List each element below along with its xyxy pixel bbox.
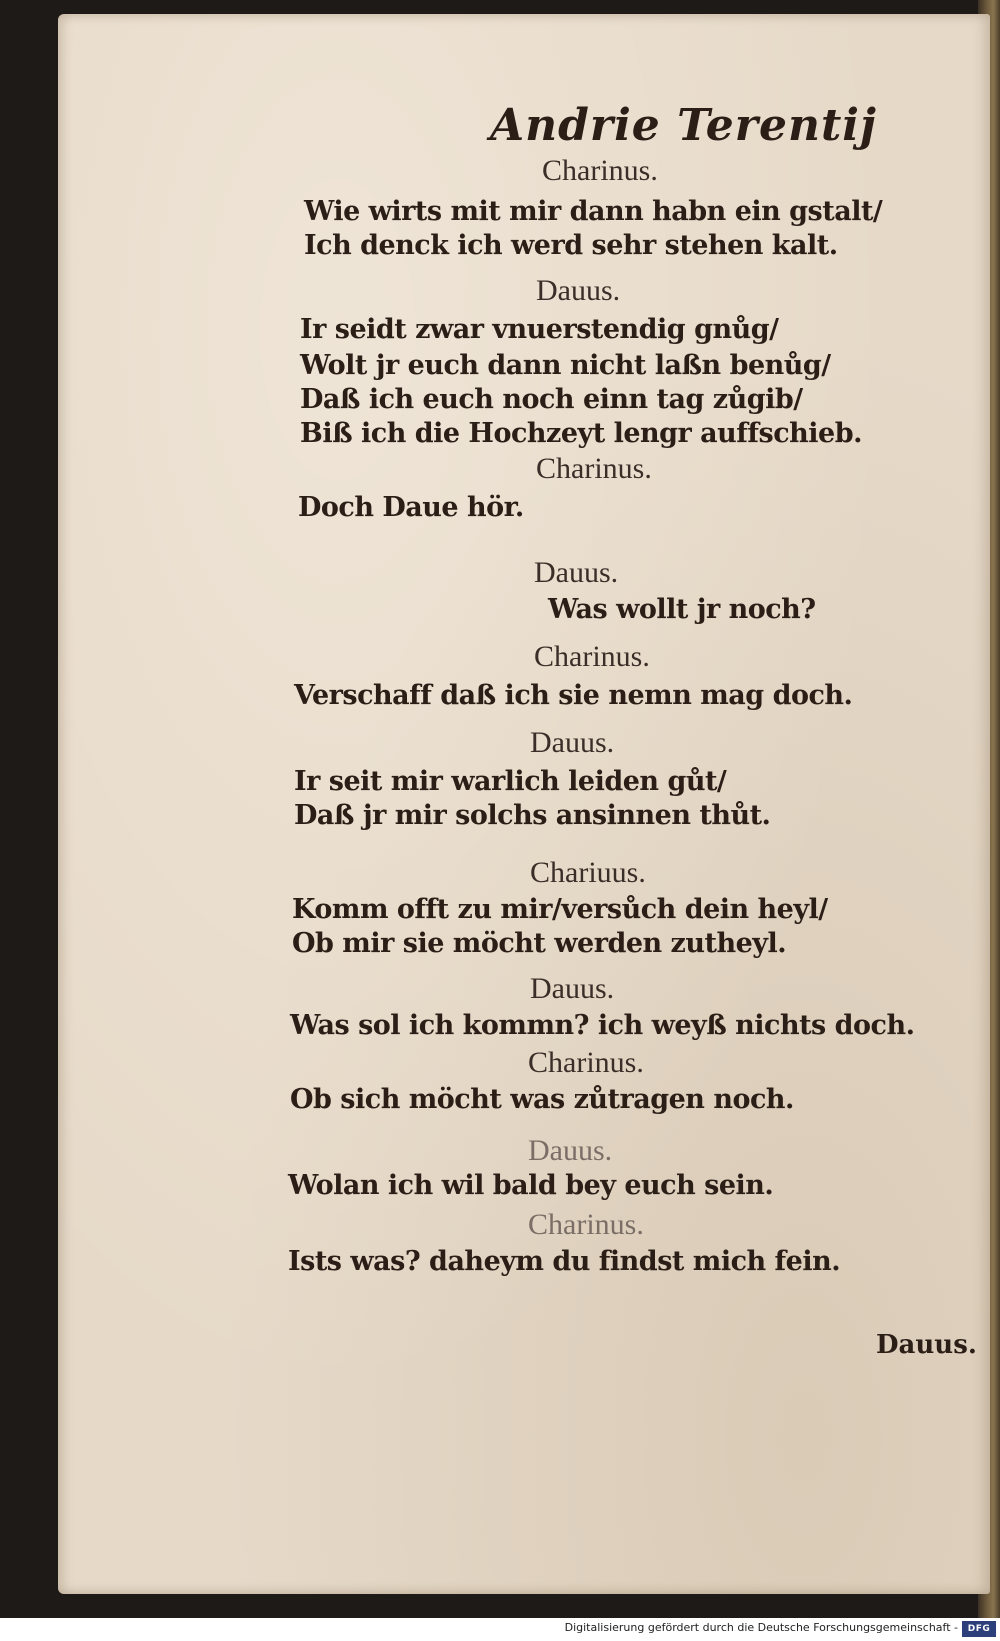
speaker-label: Charinus. xyxy=(528,1046,644,1079)
speaker-label: Dauus. xyxy=(534,556,619,589)
catchword: Dauus. xyxy=(876,1330,977,1360)
footer-bar xyxy=(0,1618,1000,1641)
verse-line: Ich denck ich werd sehr stehen kalt. xyxy=(304,230,838,261)
speaker-label: Charinus. xyxy=(542,154,658,187)
speaker-label: Dauus. xyxy=(528,1134,613,1167)
speaker-label: Dauus. xyxy=(530,972,615,1005)
verse-line: Verschaff daß ich sie nemn mag doch. xyxy=(294,680,853,711)
speaker-label: Charinus. xyxy=(534,640,650,673)
speaker-label: Chariuus. xyxy=(530,856,646,889)
speaker-label: Dauus. xyxy=(530,726,615,759)
verse-line: Wolan ich wil bald bey euch sein. xyxy=(288,1170,774,1201)
book-page xyxy=(58,14,990,1594)
verse-line: Was wollt jr noch? xyxy=(548,594,816,625)
verse-line: Ob sich möcht was zůtragen noch. xyxy=(290,1084,794,1115)
dfg-logo: DFG xyxy=(962,1621,996,1637)
verse-line: Ists was? daheym du findst mich fein. xyxy=(288,1246,841,1277)
verse-line: Daß ich euch noch einn tag zůgib/ xyxy=(300,384,803,415)
speaker-label: Charinus. xyxy=(536,452,652,485)
verse-line: Wie wirts mit mir dann habn ein gstalt/ xyxy=(304,196,883,227)
verse-line: Daß jr mir solchs ansinnen thůt. xyxy=(294,800,771,831)
speaker-label: Dauus. xyxy=(536,274,621,307)
speaker-label: Charinus. xyxy=(528,1208,644,1241)
verse-line: Wolt jr euch dann nicht laßn benůg/ xyxy=(300,350,831,381)
verse-line: Ir seidt zwar vnuerstendig gnůg/ xyxy=(300,314,779,345)
verse-line: Doch Daue hör. xyxy=(298,492,524,523)
verse-line: Ob mir sie möcht werden zutheyl. xyxy=(292,928,787,959)
running-header: Andrie Terentij xyxy=(490,100,877,151)
verse-line: Ir seit mir warlich leiden gůt/ xyxy=(294,766,727,797)
verse-line: Was sol ich kommn? ich weyß nichts doch. xyxy=(290,1010,915,1041)
verse-line: Komm offt zu mir/versůch dein heyl/ xyxy=(292,894,828,925)
verse-line: Biß ich die Hochzeyt lengr auffschieb. xyxy=(300,418,863,449)
funding-credit: Digitalisierung gefördert durch die Deutsche Forschungsgemeinschaft - xyxy=(564,1621,958,1634)
